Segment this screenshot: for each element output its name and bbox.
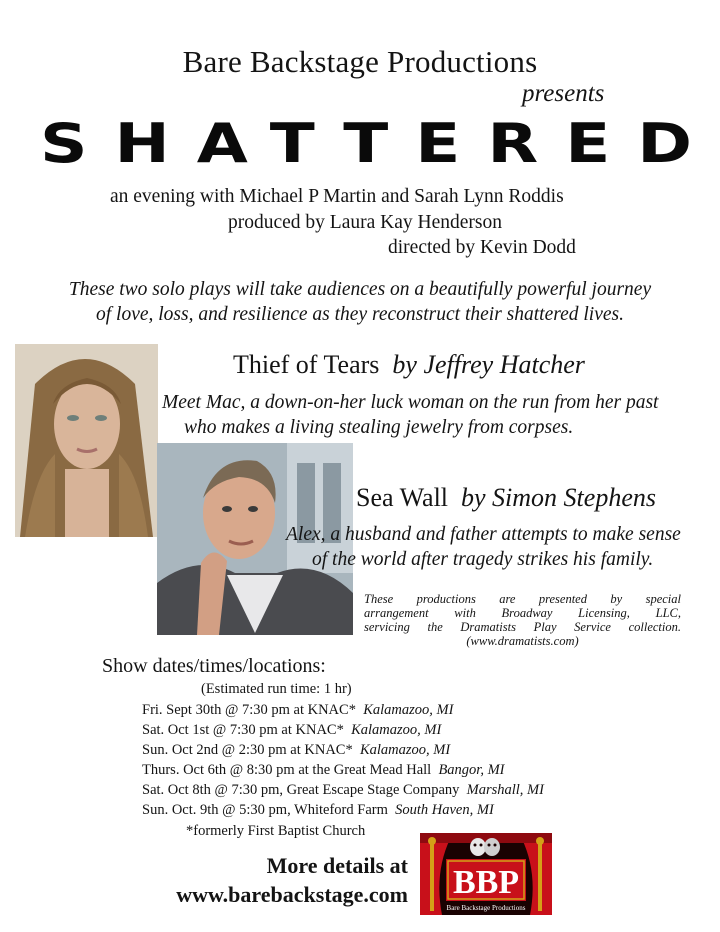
play-2-desc-1: Alex, a husband and father attempts to make sense (286, 524, 681, 545)
director-credit: directed by Kevin Dodd (388, 237, 576, 258)
licensing-line-1: These productions are presented by special (364, 592, 681, 606)
presents-label: presents (522, 80, 605, 107)
show-date: Sun. Oct 2nd @ 2:30 pm at KNAC* Kalamazoo, MI (142, 742, 451, 758)
play-2-desc-2: of the world after tragedy strikes his family. (312, 549, 654, 570)
evening-credit: an evening with Michael P Martin and Sarah Lynn Roddis (110, 186, 564, 207)
play-1-author: by Jeffrey Hatcher (392, 350, 585, 379)
runtime-label: (Estimated run time: 1 hr) (201, 681, 352, 697)
play-1-title (233, 350, 585, 380)
logo-caption: Bare Backstage Productions (446, 904, 526, 912)
licensing-note (364, 592, 681, 648)
show-title: SHATTERED (40, 112, 720, 176)
show-date: Sun. Oct. 9th @ 5:30 pm, Whiteford Farm South Haven, MI (142, 802, 494, 818)
play-1-name: Thief of Tears (233, 350, 380, 379)
bbp-logo (420, 833, 552, 915)
company-name: Bare Backstage Productions (182, 44, 538, 79)
logo-letters: BBP (452, 864, 520, 901)
play-2-author: by Simon Stephens (461, 483, 656, 512)
venue-footnote: *formerly First Baptist Church (186, 823, 366, 839)
show-date: Sat. Oct 8th @ 7:30 pm, Great Escape Stage Company Marshall, MI (142, 782, 544, 798)
licensing-line-2: arrangement with Broadway Licensing, LLC, (364, 606, 681, 620)
intro-line-2: of love, loss, and resilience as they reconstruct their shattered lives. (95, 304, 624, 325)
play-2-name: Sea Wall (356, 483, 449, 512)
licensing-line-4: (www.dramatists.com) (466, 634, 579, 648)
play-1-desc-2: who makes a living stealing jewelry from corpses. (184, 417, 574, 438)
shows-heading: Show dates/times/locations: (102, 655, 326, 677)
show-date: Fri. Sept 30th @ 7:30 pm at KNAC* Kalamazoo, MI (142, 702, 454, 718)
website-link[interactable]: www.barebackstage.com (176, 882, 408, 907)
show-date: Thurs. Oct 6th @ 8:30 pm at the Great Mead Hall Bangor, MI (142, 762, 505, 778)
play-2-title (356, 483, 656, 513)
show-date: Sat. Oct 1st @ 7:30 pm at KNAC* Kalamazoo, MI (142, 722, 442, 738)
intro-line-1: These two solo plays will take audiences on a beautifully powerful journey (68, 279, 652, 300)
producer-credit: produced by Laura Kay Henderson (228, 212, 502, 233)
actress-photo (15, 344, 158, 537)
licensing-line-3: servicing the Dramatists Play Service collection. (364, 620, 681, 634)
play-1-desc-1: Meet Mac, a down-on-her luck woman on the run from her past (162, 392, 659, 413)
more-details-label: More details at (266, 853, 408, 878)
